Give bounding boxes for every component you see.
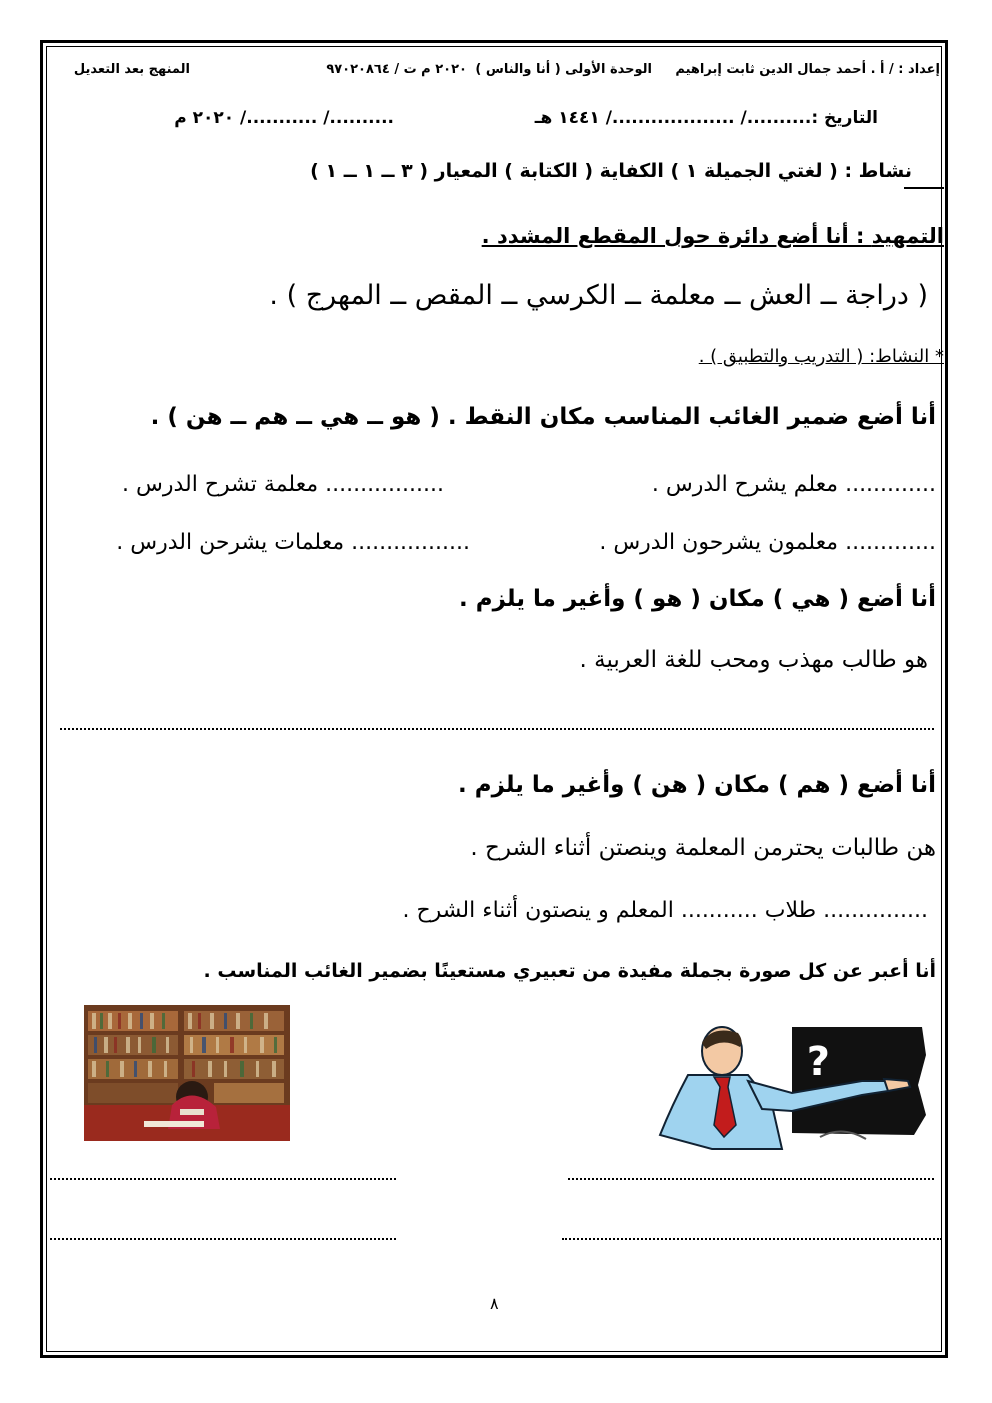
q4-title: أنا أعبر عن كل صورة بجملة مفيدة من تعبيري مستعينًا بضمير الغائب المناسب .: [203, 960, 936, 982]
date-gregorian: ........../ .........../ ٢٠٢٠ م: [174, 108, 394, 128]
q2-title: أنا أضع ( هي ) مكان ( هو ) وأغير ما يلزم .: [459, 586, 936, 612]
intro-words: ( دراجة ــ العش ــ معلمة ــ الكرسي ــ المقص ــ المهرج ) .: [269, 280, 928, 311]
q2-answer-line[interactable]: [60, 728, 934, 730]
q1-item-3: ............. معلمون يشرحون الدرس .: [599, 530, 936, 555]
date-hijri: التاريخ :........../ .................../ ١٤٤١ هـ: [534, 108, 878, 128]
intro-label: التمهيد: [871, 224, 944, 248]
library-image: [84, 1005, 290, 1141]
answer-line-left-2[interactable]: [50, 1238, 396, 1240]
library-reading-icon: [84, 1005, 290, 1141]
intro-text: : أنا أضع دائرة حول المقطع المشدد .: [481, 224, 872, 248]
q3-sentence: هن طالبات يحترمن المعلمة وينصتن أثناء الشرح .: [470, 835, 936, 861]
header-unit: الوحدة الأولى ( أنا والناس ): [475, 62, 652, 77]
header-curriculum: المنهج بعد التعديل: [73, 62, 190, 77]
teacher-image: [652, 1025, 932, 1150]
teacher-pointing-icon: [652, 1025, 932, 1150]
page-number: ٨: [490, 1294, 499, 1313]
q2-sentence: هو طالب مهذب ومحب للغة العربية .: [579, 647, 928, 673]
answer-line-right-1[interactable]: [568, 1178, 934, 1180]
title-underline: [904, 187, 944, 189]
q3-title: أنا أضع ( هم ) مكان ( هن ) وأغير ما يلزم .: [457, 772, 936, 798]
header-author: إعداد : / أ . أحمد جمال الدين ثابت إبراهيم: [675, 62, 940, 77]
q1-item-2: ................. معلمة تشرح الدرس .: [122, 472, 444, 497]
activity-title: نشاط : ( لغتي الجميلة ١ ) الكفاية ( الكتابة ) المعيار ( ٣ ــ ١ ــ ١ ): [310, 160, 912, 182]
q1-item-1: ............. معلم يشرح الدرس .: [651, 472, 936, 497]
q1-title: أنا أضع ضمير الغائب المناسب مكان النقط . ( هو ــ هي ــ هم ــ هن ) .: [150, 404, 936, 430]
intro-section: [482, 224, 944, 248]
answer-line-left-1[interactable]: [50, 1178, 396, 1180]
header-year-phone: ٢٠٢٠ م ت / ٩٧٠٢٠٨٦٤: [326, 62, 467, 77]
question-mark-text: ?: [806, 1039, 830, 1085]
q1-item-4: ................. معلمات يشرحن الدرس .: [116, 530, 470, 555]
q3-answer: ............... طلاب ........... المعلم و ينصتون أثناء الشرح .: [402, 898, 928, 923]
answer-line-right-2[interactable]: [562, 1238, 942, 1240]
practice-heading: * النشاط: ( التدريب والتطبيق ) .: [698, 346, 944, 367]
